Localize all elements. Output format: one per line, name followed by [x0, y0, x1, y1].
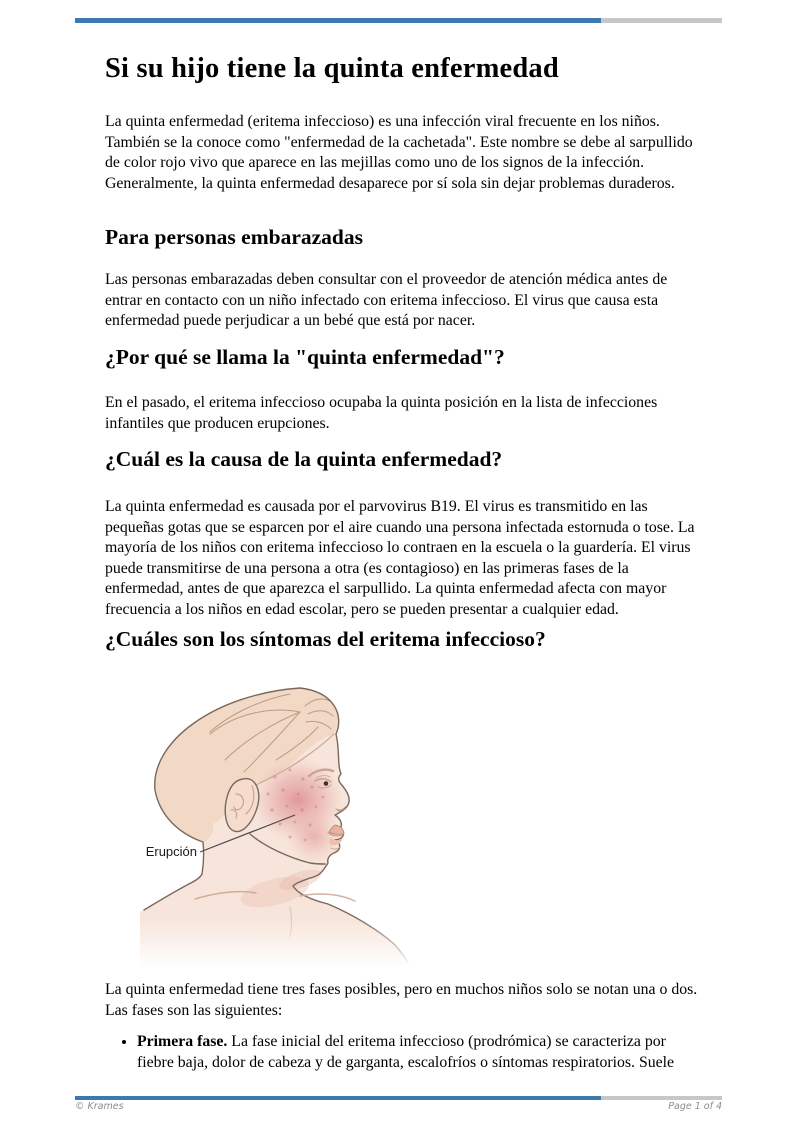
- phase-name: Primera fase.: [137, 1033, 228, 1050]
- list-item-primera-fase: [137, 1032, 705, 1073]
- illustration-child-cheek-rash: [140, 682, 490, 968]
- figure-bottom-fade: [140, 917, 490, 968]
- footer-accent-bar: [75, 1096, 722, 1100]
- section-heading-sintomas: ¿Cuáles son los síntomas del eritema infeccioso?: [105, 627, 546, 651]
- phases-list: [105, 1032, 705, 1073]
- footer: [75, 1101, 722, 1112]
- nostril: [337, 809, 341, 811]
- cheek-rash-lower: [287, 812, 341, 862]
- footer-copyright: © Krames: [75, 1101, 124, 1112]
- child-head-profile-drawing: [140, 682, 490, 968]
- eye: [324, 781, 329, 786]
- section-body-embarazadas: Las personas embarazadas deben consultar con el proveedor de atención médica antes de entrar en contacto con un niño infectado con eritema infeccioso. El virus que causa esta enfermedad puede perjudicar a un bebé que está por nacer.: [105, 271, 668, 330]
- section-body-causa: La quinta enfermedad es causada por el parvovirus B19. El virus es transmitido en las pequeñas gotas que se esparcen por el aire cuando una persona infectada estornuda o tose. La mayoría de los niños con eritema infeccioso lo contraen en la escuela o la guardería. El virus puede transmitirse de una persona a otra (es contagioso) en las primeras fases de la enfermedad, antes de que aparezca el sarpullido. La quinta enfermedad afecta con mayor frecuencia a los niños en edad escolar, pero se pueden presentar a cualquier edad.: [105, 498, 695, 618]
- footer-accent-bar-gray: [601, 1096, 722, 1100]
- phase-text: La fase inicial del eritema infeccioso (prodrómica) se caracteriza por fiebre baja, dolor de cabeza y de garganta, escalofríos o síntomas respiratorios. Suele: [137, 1033, 675, 1071]
- section-heading-porque: ¿Por qué se llama la "quinta enfermedad"?: [105, 345, 505, 369]
- top-accent-bar: [75, 18, 722, 23]
- rash-label: Erupción: [145, 844, 197, 859]
- phases-intro-paragraph: La quinta enfermedad tiene tres fases posibles, pero en muchos niños solo se notan una o dos. Las fases son las siguientes:: [105, 981, 698, 1019]
- section-heading-embarazadas: Para personas embarazadas: [105, 225, 363, 249]
- footer-accent-bar-blue: [75, 1096, 601, 1100]
- section-heading-causa: ¿Cuál es la causa de la quinta enfermedad?: [105, 447, 503, 471]
- footer-page-number: Page 1 of 4: [668, 1101, 722, 1112]
- top-accent-bar-blue: [75, 18, 601, 23]
- top-accent-bar-gray: [601, 18, 722, 23]
- intro-paragraph: La quinta enfermedad (eritema infeccioso) es una infección viral frecuente en los niños. También se la conoce como "enfermedad de la cachetada". Este nombre se debe al sarpullido de color rojo vivo que aparece en las mejillas como uno de los signos de la infección. Generalmente, la quinta enfermedad desaparece por sí sola sin dejar problemas duraderos.: [105, 113, 693, 192]
- section-body-porque: En el pasado, el eritema infeccioso ocupaba la quinta posición en la lista de infecciones infantiles que producen erupciones.: [105, 394, 658, 432]
- page-title: Si su hijo tiene la quinta enfermedad: [105, 53, 559, 84]
